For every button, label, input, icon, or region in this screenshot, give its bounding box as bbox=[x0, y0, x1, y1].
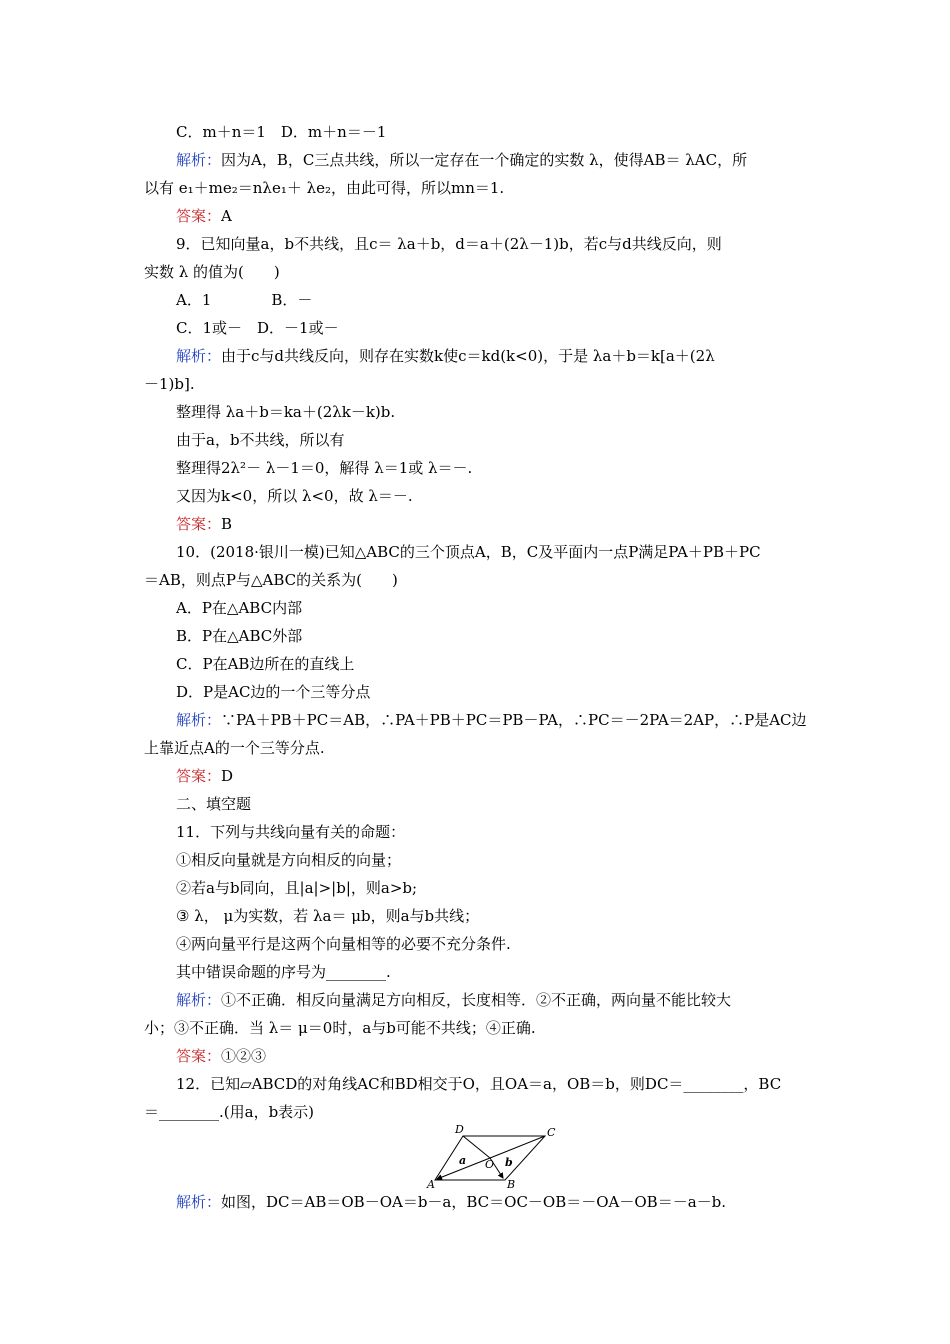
line-text: ＝AB，则点P与△ABC的关系为( ) bbox=[144, 571, 398, 589]
text-line bbox=[176, 878, 848, 898]
line-text: 又因为k<0，所以 λ<0，故 λ＝－. bbox=[176, 487, 413, 505]
line-text: A bbox=[221, 207, 232, 225]
analysis-label: 解析： bbox=[176, 347, 222, 365]
text-line bbox=[176, 822, 848, 842]
line-text: A．1 B．－ bbox=[176, 291, 313, 309]
text-line bbox=[176, 766, 848, 786]
text-line bbox=[176, 794, 848, 814]
text-line bbox=[176, 430, 848, 450]
text-line bbox=[176, 122, 848, 142]
text-line bbox=[176, 1074, 848, 1094]
line-text: B bbox=[221, 515, 233, 533]
line-text: 整理得2λ²－ λ－1＝0，解得 λ＝1或 λ＝－. bbox=[176, 459, 473, 477]
line-text: ∵PA＋PB＋PC＝AB，∴PA＋PB＋PC＝PB－PA，∴PC＝－2PA＝2AP，∴P是AC边 bbox=[221, 711, 807, 729]
line-text: C．P在AB边所在的直线上 bbox=[176, 655, 355, 673]
line-text: D．P是AC边的一个三等分点 bbox=[176, 683, 371, 701]
line-text: C．1或－ D．－1或－ bbox=[176, 319, 339, 337]
line-text: A．P在△ABC内部 bbox=[176, 599, 303, 617]
line-text: 由于a，b不共线，所以有 bbox=[176, 431, 345, 449]
line-text: C．m＋n＝1 D．m＋n＝－1 bbox=[176, 123, 387, 141]
line-text: D bbox=[221, 767, 234, 785]
text-line bbox=[176, 234, 848, 254]
analysis-label: 解析： bbox=[176, 711, 222, 729]
line-text: 因为A，B，C三点共线，所以一定存在一个确定的实数 λ，使得AB＝ λAC，所 bbox=[221, 151, 748, 169]
answer-label: 答案： bbox=[176, 515, 222, 533]
text-line bbox=[144, 1018, 816, 1038]
line-text: B．P在△ABC外部 bbox=[176, 627, 303, 645]
line-text: ①不正确．相反向量满足方向相反，长度相等．②不正确，两向量不能比较大 bbox=[221, 991, 732, 1009]
text-line bbox=[176, 906, 848, 926]
text-line bbox=[176, 934, 848, 954]
line-text: 上靠近点A的一个三等分点. bbox=[144, 739, 325, 757]
line-text: ①②③ bbox=[221, 1047, 267, 1065]
line-text: ④两向量平行是这两个向量相等的必要不充分条件. bbox=[176, 935, 511, 953]
line-text: 10．(2018·银川一模)已知△ABC的三个顶点A，B，C及平面内一点P满足PA＋PB＋PC bbox=[176, 543, 761, 561]
text-line bbox=[176, 598, 848, 618]
label-vector-a: a bbox=[459, 1154, 467, 1167]
analysis-label: 解析： bbox=[176, 1193, 222, 1211]
text-line bbox=[176, 962, 848, 982]
label-d: D bbox=[455, 1123, 464, 1136]
text-line bbox=[176, 346, 848, 366]
line-text: 二、填空题 bbox=[176, 795, 252, 813]
analysis-label: 解析： bbox=[176, 991, 222, 1009]
line-text: ①相反向量就是方向相反的向量； bbox=[176, 851, 402, 869]
text-line bbox=[144, 570, 816, 590]
text-line bbox=[176, 654, 848, 674]
line-text: ③ λ， μ为实数，若 λa＝ μb，则a与b共线； bbox=[176, 907, 480, 925]
text-line bbox=[176, 150, 848, 170]
text-line bbox=[144, 1102, 816, 1122]
text-line bbox=[176, 710, 848, 730]
line-text: 实数 λ 的值为( ) bbox=[144, 263, 280, 281]
text-line bbox=[144, 262, 816, 282]
analysis-label: 解析： bbox=[176, 151, 222, 169]
label-o: O bbox=[485, 1158, 495, 1171]
text-line bbox=[176, 626, 848, 646]
label-c: C bbox=[547, 1126, 556, 1139]
text-line bbox=[144, 738, 816, 758]
text-line bbox=[176, 1192, 848, 1212]
label-a: A bbox=[427, 1178, 435, 1190]
text-line bbox=[176, 682, 848, 702]
text-line bbox=[176, 542, 848, 562]
text-line bbox=[176, 990, 848, 1010]
text-line bbox=[176, 402, 848, 422]
line-text: 12．已知▱ABCD的对角线AC和BD相交于O，且OA＝a，OB＝b，则DC＝________，BC bbox=[176, 1075, 782, 1093]
line-text: 以有 e₁＋me₂＝nλe₁＋ λe₂，由此可得，所以mn＝1. bbox=[144, 179, 505, 197]
line-text: 其中错误命题的序号为________. bbox=[176, 963, 391, 981]
text-line bbox=[176, 486, 848, 506]
answer-label: 答案： bbox=[176, 1047, 222, 1065]
line-text: －1)b]. bbox=[144, 375, 195, 393]
line-text: 如图，DC＝AB＝OB－OA＝b－a，BC＝OC－OB＝－OA－OB＝－a－b. bbox=[221, 1193, 727, 1211]
text-line bbox=[176, 850, 848, 870]
answer-label: 答案： bbox=[176, 207, 222, 225]
line-text: 9．已知向量a，b不共线，且c＝ λa＋b，d＝a＋(2λ－1)b，若c与d共线反向，则 bbox=[176, 235, 722, 253]
text-line bbox=[144, 374, 816, 394]
parallelogram-figure bbox=[425, 1122, 565, 1190]
label-vector-b: b bbox=[505, 1156, 513, 1169]
line-text: 整理得 λa＋b＝ka＋(2λk－k)b. bbox=[176, 403, 396, 421]
text-line bbox=[144, 178, 816, 198]
text-line bbox=[176, 514, 848, 534]
text-line bbox=[176, 1046, 848, 1066]
line-text: 由于c与d共线反向，则存在实数k使c＝kd(k<0)，于是 λa＋b＝k[a＋(2λ bbox=[221, 347, 715, 365]
line-text: 小；③不正确．当 λ＝ μ＝0时，a与b可能不共线；④正确. bbox=[144, 1019, 536, 1037]
text-line bbox=[176, 458, 848, 478]
line-text: 11．下列与共线向量有关的命题： bbox=[176, 823, 406, 841]
label-b: B bbox=[507, 1178, 516, 1190]
answer-label: 答案： bbox=[176, 767, 222, 785]
line-text: ②若a与b同向，且|a|>|b|，则a>b; bbox=[176, 879, 418, 897]
text-line bbox=[176, 318, 848, 338]
line-text: ＝________.(用a，b表示) bbox=[144, 1103, 315, 1121]
text-line bbox=[176, 290, 848, 310]
text-line bbox=[176, 206, 848, 226]
